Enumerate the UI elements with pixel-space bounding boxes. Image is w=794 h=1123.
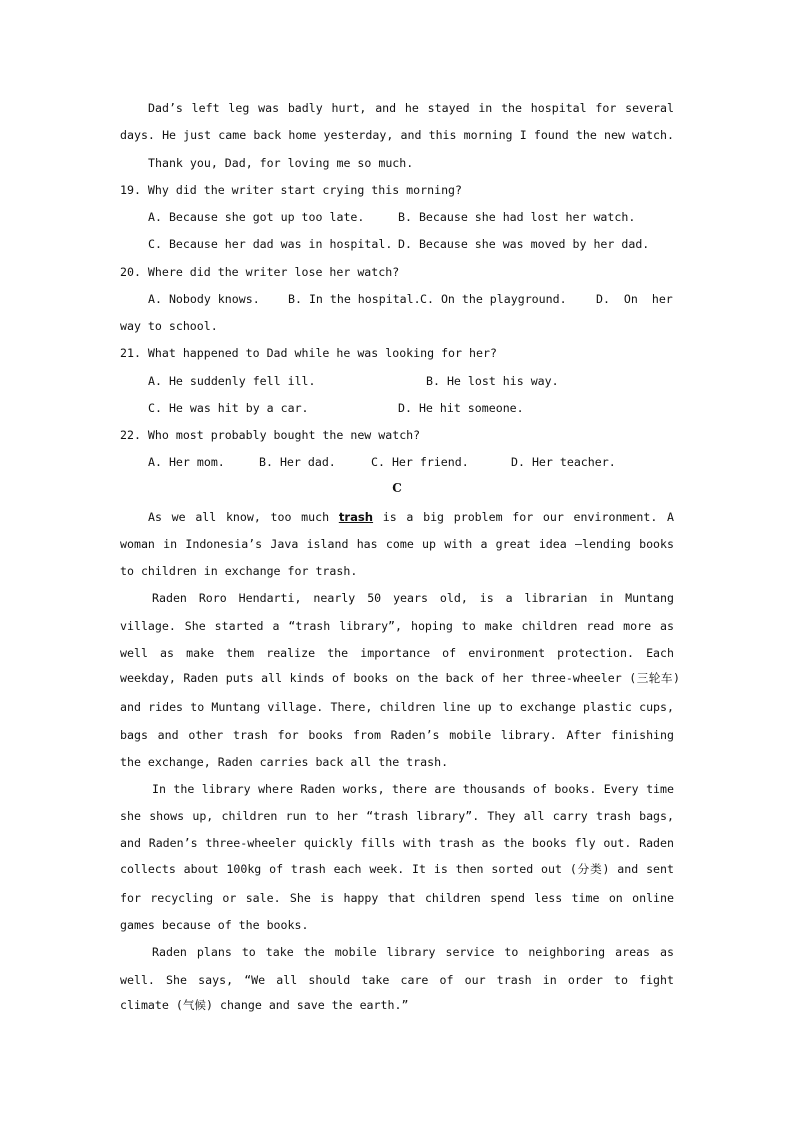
- paragraph-line: and rides to Muntang village. There, children line up to exchange plastic cups,: [120, 700, 674, 714]
- question-stem: 22. Who most probably bought the new watch?: [120, 428, 421, 442]
- answer-option: D. Because she was moved by her dad.: [398, 237, 650, 251]
- paragraph-line: In the library where Raden works, there are thousands of books. Every time: [152, 782, 674, 796]
- paragraph-line: well. She says, “We all should take care of our trash in order to fight: [120, 973, 674, 987]
- answer-option: C. On the playground.: [420, 292, 567, 306]
- keyword-trash: trash: [338, 510, 374, 524]
- paragraph-line: games because of the books.: [120, 918, 309, 932]
- paragraph-line: [148, 509, 674, 525]
- answer-option: A. He suddenly fell ill.: [148, 374, 316, 388]
- paragraph-line: climate (气候) change and save the earth.”: [120, 998, 409, 1012]
- paragraph-line: Raden Roro Hendarti, nearly 50 years old, is a librarian in Muntang: [152, 591, 674, 605]
- paragraph-line: and Raden’s three-wheeler quickly fills with trash as the books fly out. Raden: [120, 836, 674, 850]
- paragraph-line: she shows up, children run to her “trash library”. They all carry trash bags,: [120, 809, 674, 823]
- paragraph-line: to children in exchange for trash.: [120, 564, 358, 578]
- answer-option: B. Because she had lost her watch.: [398, 210, 636, 224]
- paragraph-line: for recycling or sale. She is happy that children spend less time on online: [120, 891, 674, 905]
- answer-option: A. Nobody knows.: [148, 292, 260, 306]
- paragraph-line: well as make them realize the importance of environment protection. Each: [120, 646, 674, 660]
- paragraph-line: Raden plans to take the mobile library service to neighboring areas as: [152, 945, 674, 959]
- answer-option: D. On her: [596, 292, 673, 306]
- paragraph-line: village. She started a “trash library”, hoping to make children read more as: [120, 619, 674, 633]
- paragraph-line: collects about 100kg of trash each week. It is then sorted out (分类) and sent: [120, 862, 674, 876]
- answer-option: C. He was hit by a car.: [148, 401, 309, 415]
- answer-option: D. Her teacher.: [511, 455, 616, 469]
- text-run: is a big problem for our environment. A: [373, 510, 674, 524]
- question-stem: 20. Where did the writer lose her watch?: [120, 265, 400, 279]
- text-run: As we all know, too much: [148, 510, 339, 524]
- answer-continuation: way to school.: [120, 319, 218, 333]
- section-title: C: [392, 481, 402, 495]
- paragraph-line: bags and other trash for books from Raden’s mobile library. After finishing: [120, 728, 674, 742]
- answer-option: B. In the hospital.: [288, 292, 421, 306]
- answer-option: B. Her dad.: [259, 455, 336, 469]
- paragraph-line: woman in Indonesia’s Java island has come up with a great idea —lending books: [120, 537, 674, 551]
- question-stem: 21. What happened to Dad while he was looking for her?: [120, 346, 497, 360]
- story-line: days. He just came back home yesterday, and this morning I found the new watch.: [120, 128, 674, 142]
- answer-option: B. He lost his way.: [426, 374, 559, 388]
- story-line: Thank you, Dad, for loving me so much.: [148, 156, 414, 170]
- paragraph-line: weekday, Raden puts all kinds of books on the back of her three-wheeler (三轮车): [120, 671, 680, 685]
- question-stem: 19. Why did the writer start crying this morning?: [120, 183, 463, 197]
- answer-option: D. He hit someone.: [398, 401, 524, 415]
- answer-option: C. Her friend.: [371, 455, 469, 469]
- story-line: Dad’s left leg was badly hurt, and he stayed in the hospital for several: [148, 101, 674, 115]
- answer-option: A. Because she got up too late.: [148, 210, 365, 224]
- paragraph-line: the exchange, Raden carries back all the trash.: [120, 755, 449, 769]
- answer-option: C. Because her dad was in hospital.: [148, 237, 393, 251]
- answer-option: A. Her mom.: [148, 455, 225, 469]
